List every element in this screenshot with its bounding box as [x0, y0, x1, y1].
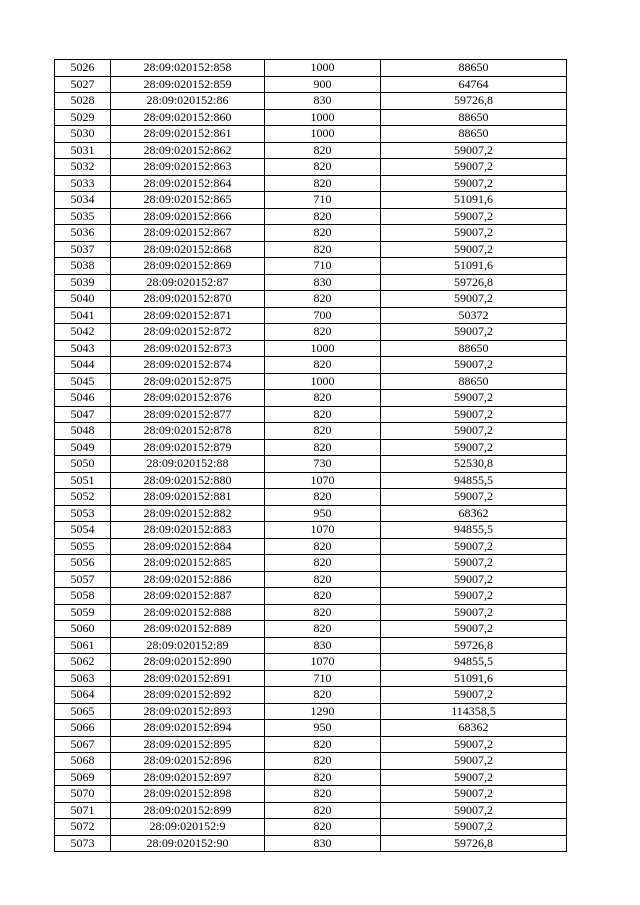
table-row: [55, 159, 567, 176]
row-number-cell: 5070: [55, 786, 111, 803]
area-cell: 820: [265, 571, 381, 588]
cadastral-number-cell: 28:09:020152:90: [111, 835, 265, 852]
cadastral-number-cell: 28:09:020152:861: [111, 126, 265, 143]
row-number-cell: 5065: [55, 703, 111, 720]
area-cell: 820: [265, 555, 381, 572]
value-cell: 88650: [381, 126, 567, 143]
area-cell: 820: [265, 291, 381, 308]
row-number-cell: 5034: [55, 192, 111, 209]
area-cell: 950: [265, 505, 381, 522]
cadastral-number-cell: 28:09:020152:885: [111, 555, 265, 572]
row-number-cell: 5043: [55, 340, 111, 357]
row-number-cell: 5055: [55, 538, 111, 555]
area-cell: 820: [265, 175, 381, 192]
table-row: [55, 571, 567, 588]
table-row: [55, 274, 567, 291]
cadastral-number-cell: 28:09:020152:892: [111, 687, 265, 704]
table-row: [55, 456, 567, 473]
value-cell: 59007,2: [381, 175, 567, 192]
table-row: [55, 109, 567, 126]
area-cell: 1000: [265, 340, 381, 357]
row-number-cell: 5053: [55, 505, 111, 522]
value-cell: 59007,2: [381, 357, 567, 374]
table-row: [55, 60, 567, 77]
cadastral-number-cell: 28:09:020152:868: [111, 241, 265, 258]
value-cell: 59007,2: [381, 291, 567, 308]
table-row: [55, 390, 567, 407]
table-row: [55, 588, 567, 605]
row-number-cell: 5054: [55, 522, 111, 539]
row-number-cell: 5064: [55, 687, 111, 704]
table-row: [55, 192, 567, 209]
row-number-cell: 5036: [55, 225, 111, 242]
value-cell: 59007,2: [381, 423, 567, 440]
row-number-cell: 5026: [55, 60, 111, 77]
row-number-cell: 5041: [55, 307, 111, 324]
area-cell: 820: [265, 588, 381, 605]
area-cell: 820: [265, 802, 381, 819]
cadastral-number-cell: 28:09:020152:878: [111, 423, 265, 440]
row-number-cell: 5073: [55, 835, 111, 852]
area-cell: 830: [265, 93, 381, 110]
value-cell: 59007,2: [381, 241, 567, 258]
value-cell: 59007,2: [381, 555, 567, 572]
area-cell: 1290: [265, 703, 381, 720]
row-number-cell: 5032: [55, 159, 111, 176]
row-number-cell: 5047: [55, 406, 111, 423]
row-number-cell: 5030: [55, 126, 111, 143]
row-number-cell: 5042: [55, 324, 111, 341]
row-number-cell: 5027: [55, 76, 111, 93]
cadastral-number-cell: 28:09:020152:88: [111, 456, 265, 473]
value-cell: 68362: [381, 720, 567, 737]
row-number-cell: 5033: [55, 175, 111, 192]
table-row: [55, 340, 567, 357]
area-cell: 820: [265, 390, 381, 407]
cadastral-number-cell: 28:09:020152:9: [111, 819, 265, 836]
value-cell: 59007,2: [381, 225, 567, 242]
value-cell: 59007,2: [381, 753, 567, 770]
area-cell: 820: [265, 687, 381, 704]
cadastral-number-cell: 28:09:020152:895: [111, 736, 265, 753]
area-cell: 820: [265, 736, 381, 753]
value-cell: 114358,5: [381, 703, 567, 720]
row-number-cell: 5067: [55, 736, 111, 753]
value-cell: 59007,2: [381, 571, 567, 588]
row-number-cell: 5058: [55, 588, 111, 605]
cadastral-number-cell: 28:09:020152:897: [111, 769, 265, 786]
cadastral-number-cell: 28:09:020152:898: [111, 786, 265, 803]
value-cell: 51091,6: [381, 192, 567, 209]
area-cell: 820: [265, 423, 381, 440]
area-cell: 820: [265, 241, 381, 258]
area-cell: 1000: [265, 60, 381, 77]
value-cell: 59007,2: [381, 786, 567, 803]
table-body: [55, 60, 567, 852]
row-number-cell: 5044: [55, 357, 111, 374]
cadastral-number-cell: 28:09:020152:863: [111, 159, 265, 176]
value-cell: 59007,2: [381, 324, 567, 341]
table-row: [55, 505, 567, 522]
area-cell: 830: [265, 637, 381, 654]
area-cell: 820: [265, 225, 381, 242]
cadastral-number-cell: 28:09:020152:884: [111, 538, 265, 555]
table-row: [55, 604, 567, 621]
cadastral-number-cell: 28:09:020152:87: [111, 274, 265, 291]
cadastral-number-cell: 28:09:020152:865: [111, 192, 265, 209]
cadastral-number-cell: 28:09:020152:86: [111, 93, 265, 110]
table-row: [55, 357, 567, 374]
row-number-cell: 5057: [55, 571, 111, 588]
cadastral-number-cell: 28:09:020152:89: [111, 637, 265, 654]
value-cell: 59726,8: [381, 835, 567, 852]
area-cell: 730: [265, 456, 381, 473]
table-row: [55, 439, 567, 456]
value-cell: 52530,8: [381, 456, 567, 473]
row-number-cell: 5071: [55, 802, 111, 819]
area-cell: 820: [265, 753, 381, 770]
area-cell: 820: [265, 538, 381, 555]
value-cell: 59726,8: [381, 274, 567, 291]
table-row: [55, 291, 567, 308]
value-cell: 51091,6: [381, 670, 567, 687]
value-cell: 59007,2: [381, 604, 567, 621]
value-cell: 59007,2: [381, 588, 567, 605]
value-cell: 59007,2: [381, 538, 567, 555]
value-cell: 59726,8: [381, 93, 567, 110]
table-row: [55, 637, 567, 654]
cadastral-number-cell: 28:09:020152:876: [111, 390, 265, 407]
area-cell: 820: [265, 769, 381, 786]
table-row: [55, 489, 567, 506]
table-row: [55, 373, 567, 390]
row-number-cell: 5063: [55, 670, 111, 687]
value-cell: 88650: [381, 340, 567, 357]
cadastral-number-cell: 28:09:020152:873: [111, 340, 265, 357]
cadastral-number-cell: 28:09:020152:882: [111, 505, 265, 522]
row-number-cell: 5052: [55, 489, 111, 506]
table-row: [55, 786, 567, 803]
table-row: [55, 324, 567, 341]
area-cell: 820: [265, 324, 381, 341]
value-cell: 59007,2: [381, 489, 567, 506]
table-row: [55, 258, 567, 275]
row-number-cell: 5068: [55, 753, 111, 770]
area-cell: 1000: [265, 109, 381, 126]
row-number-cell: 5049: [55, 439, 111, 456]
table-row: [55, 835, 567, 852]
row-number-cell: 5040: [55, 291, 111, 308]
cadastral-number-cell: 28:09:020152:883: [111, 522, 265, 539]
value-cell: 94855,5: [381, 522, 567, 539]
cadastral-number-cell: 28:09:020152:896: [111, 753, 265, 770]
table-row: [55, 126, 567, 143]
area-cell: 820: [265, 208, 381, 225]
row-number-cell: 5062: [55, 654, 111, 671]
value-cell: 59007,2: [381, 687, 567, 704]
table-row: [55, 76, 567, 93]
area-cell: 710: [265, 258, 381, 275]
row-number-cell: 5046: [55, 390, 111, 407]
cadastral-number-cell: 28:09:020152:894: [111, 720, 265, 737]
value-cell: 59007,2: [381, 208, 567, 225]
cadastral-number-cell: 28:09:020152:872: [111, 324, 265, 341]
row-number-cell: 5031: [55, 142, 111, 159]
area-cell: 820: [265, 489, 381, 506]
area-cell: 820: [265, 159, 381, 176]
area-cell: 1000: [265, 126, 381, 143]
value-cell: 59007,2: [381, 159, 567, 176]
table-row: [55, 472, 567, 489]
table-row: [55, 555, 567, 572]
table-row: [55, 769, 567, 786]
row-number-cell: 5066: [55, 720, 111, 737]
table-row: [55, 654, 567, 671]
area-cell: 830: [265, 274, 381, 291]
value-cell: 88650: [381, 373, 567, 390]
value-cell: 59007,2: [381, 736, 567, 753]
area-cell: 820: [265, 604, 381, 621]
cadastral-number-cell: 28:09:020152:877: [111, 406, 265, 423]
table-row: [55, 687, 567, 704]
value-cell: 64764: [381, 76, 567, 93]
table-row: [55, 753, 567, 770]
area-cell: 700: [265, 307, 381, 324]
cadastral-number-cell: 28:09:020152:880: [111, 472, 265, 489]
row-number-cell: 5037: [55, 241, 111, 258]
area-cell: 710: [265, 670, 381, 687]
table-row: [55, 406, 567, 423]
area-cell: 830: [265, 835, 381, 852]
value-cell: 88650: [381, 109, 567, 126]
table-row: [55, 522, 567, 539]
cadastral-number-cell: 28:09:020152:881: [111, 489, 265, 506]
cadastral-number-cell: 28:09:020152:867: [111, 225, 265, 242]
table-row: [55, 93, 567, 110]
table-row: [55, 819, 567, 836]
cadastral-number-cell: 28:09:020152:888: [111, 604, 265, 621]
value-cell: 59007,2: [381, 406, 567, 423]
row-number-cell: 5045: [55, 373, 111, 390]
row-number-cell: 5048: [55, 423, 111, 440]
row-number-cell: 5060: [55, 621, 111, 638]
area-cell: 1070: [265, 522, 381, 539]
row-number-cell: 5028: [55, 93, 111, 110]
row-number-cell: 5061: [55, 637, 111, 654]
table-row: [55, 621, 567, 638]
row-number-cell: 5069: [55, 769, 111, 786]
value-cell: 59726,8: [381, 637, 567, 654]
value-cell: 88650: [381, 60, 567, 77]
row-number-cell: 5039: [55, 274, 111, 291]
value-cell: 50372: [381, 307, 567, 324]
cadastral-number-cell: 28:09:020152:862: [111, 142, 265, 159]
cadastral-number-cell: 28:09:020152:893: [111, 703, 265, 720]
value-cell: 59007,2: [381, 819, 567, 836]
value-cell: 59007,2: [381, 802, 567, 819]
area-cell: 1070: [265, 472, 381, 489]
area-cell: 820: [265, 786, 381, 803]
area-cell: 820: [265, 357, 381, 374]
table-row: [55, 703, 567, 720]
cadastral-number-cell: 28:09:020152:864: [111, 175, 265, 192]
table-row: [55, 670, 567, 687]
row-number-cell: 5029: [55, 109, 111, 126]
area-cell: 820: [265, 621, 381, 638]
cadastral-number-cell: 28:09:020152:869: [111, 258, 265, 275]
row-number-cell: 5056: [55, 555, 111, 572]
data-table: [54, 59, 567, 852]
area-cell: 820: [265, 142, 381, 159]
value-cell: 59007,2: [381, 621, 567, 638]
cadastral-number-cell: 28:09:020152:887: [111, 588, 265, 605]
cadastral-number-cell: 28:09:020152:874: [111, 357, 265, 374]
area-cell: 820: [265, 819, 381, 836]
area-cell: 1070: [265, 654, 381, 671]
table-row: [55, 225, 567, 242]
cadastral-number-cell: 28:09:020152:860: [111, 109, 265, 126]
cadastral-number-cell: 28:09:020152:899: [111, 802, 265, 819]
table-row: [55, 175, 567, 192]
area-cell: 900: [265, 76, 381, 93]
table-row: [55, 538, 567, 555]
cadastral-number-cell: 28:09:020152:858: [111, 60, 265, 77]
value-cell: 94855,5: [381, 654, 567, 671]
cadastral-number-cell: 28:09:020152:866: [111, 208, 265, 225]
table-row: [55, 241, 567, 258]
area-cell: 950: [265, 720, 381, 737]
value-cell: 59007,2: [381, 439, 567, 456]
cadastral-number-cell: 28:09:020152:890: [111, 654, 265, 671]
row-number-cell: 5050: [55, 456, 111, 473]
table-row: [55, 720, 567, 737]
value-cell: 59007,2: [381, 390, 567, 407]
cadastral-number-cell: 28:09:020152:859: [111, 76, 265, 93]
value-cell: 68362: [381, 505, 567, 522]
table-row: [55, 307, 567, 324]
area-cell: 710: [265, 192, 381, 209]
table-row: [55, 142, 567, 159]
cadastral-number-cell: 28:09:020152:871: [111, 307, 265, 324]
row-number-cell: 5072: [55, 819, 111, 836]
table-row: [55, 208, 567, 225]
value-cell: 59007,2: [381, 769, 567, 786]
area-cell: 1000: [265, 373, 381, 390]
table-row: [55, 736, 567, 753]
cadastral-number-cell: 28:09:020152:891: [111, 670, 265, 687]
row-number-cell: 5038: [55, 258, 111, 275]
row-number-cell: 5059: [55, 604, 111, 621]
row-number-cell: 5051: [55, 472, 111, 489]
value-cell: 51091,6: [381, 258, 567, 275]
row-number-cell: 5035: [55, 208, 111, 225]
area-cell: 820: [265, 406, 381, 423]
table-row: [55, 802, 567, 819]
area-cell: 820: [265, 439, 381, 456]
cadastral-number-cell: 28:09:020152:889: [111, 621, 265, 638]
table-row: [55, 423, 567, 440]
value-cell: 94855,5: [381, 472, 567, 489]
cadastral-number-cell: 28:09:020152:886: [111, 571, 265, 588]
value-cell: 59007,2: [381, 142, 567, 159]
cadastral-number-cell: 28:09:020152:875: [111, 373, 265, 390]
cadastral-number-cell: 28:09:020152:870: [111, 291, 265, 308]
cadastral-number-cell: 28:09:020152:879: [111, 439, 265, 456]
